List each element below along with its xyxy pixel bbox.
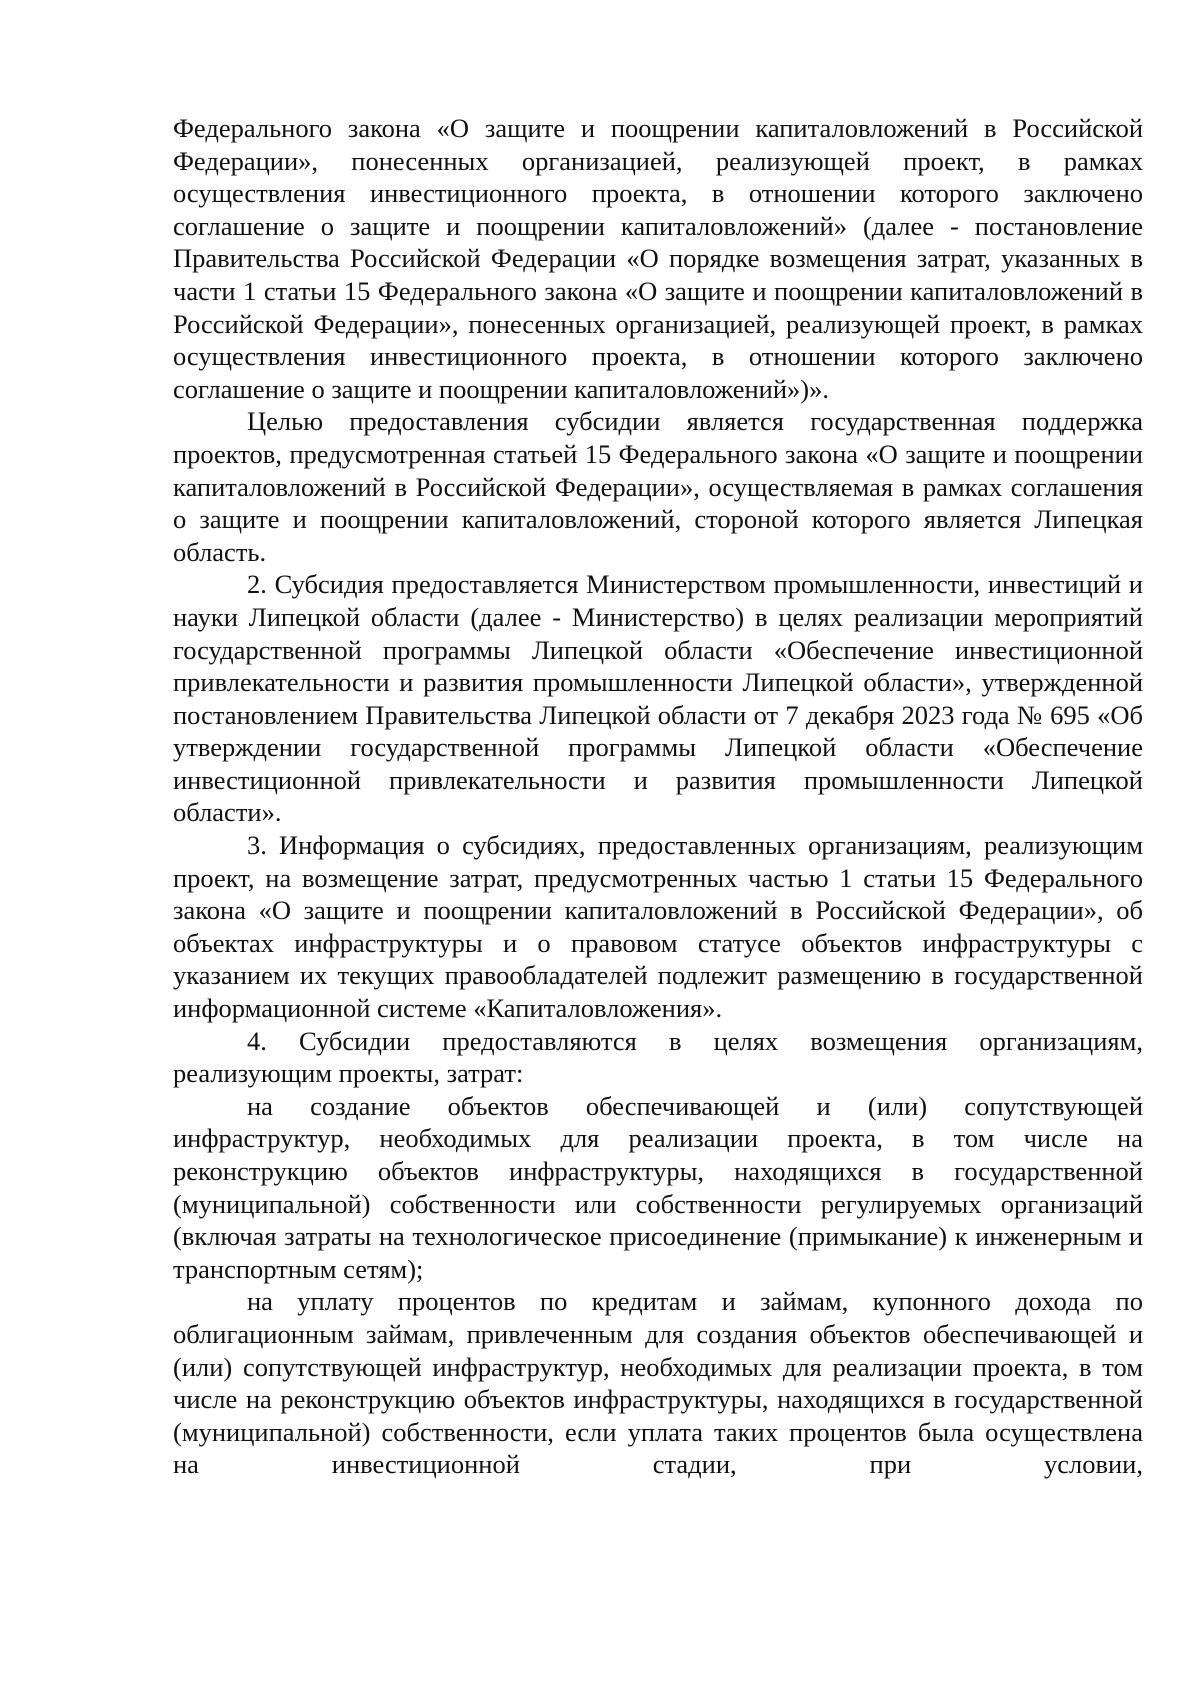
paragraph-infrastructure-costs: на создание объектов обеспечивающей и (или) сопутствующей инфраструктур, необходимых для реализации проекта, в том числе на реконструкцию объектов инфраструктуры, находящихся в государственной (муниципальной) собственности или собственности регулируемых организаций (включая затраты на технологическое присоединение (примыкание) к инженерным и транспортным сетям); — [173, 1090, 1143, 1284]
paragraph-2: Целью предоставления субсидии является государственная поддержка проектов, предусмотренная статьей 15 Федерального закона «О защите и поощрении капиталовложений в Российской Федерации», осуществляемая в рамках соглашения о защите и поощрении капиталовложений, стороной которого является Липецкая область. — [173, 406, 1143, 567]
paragraph-item-2: 2. Субсидия предоставляется Министерством промышленности, инвестиций и науки Липецкой области (далее - Министерство) в целях реализации мероприятий государственной программы Липецкой области «Обеспечение инвестиционной привлекательности и развития промышленности Липецкой области», утвержденной постановлением Правительства Липецкой области от 7 декабря 2023 года № 695 «Об утверждении государственной программы Липецкой области «Обеспечение инвестиционной привлекательности и развития промышленности Липецкой области». — [173, 569, 1143, 828]
paragraph-item-4: 4. Субсидии предоставляются в целях возмещения организациям, реализующим проекты, затрат: — [173, 1025, 1143, 1089]
paragraph-interest-costs: на уплату процентов по кредитам и займам, купонного дохода по облигационным займам, привлеченным для создания объектов обеспечивающей и (или) сопутствующей инфраструктур, необходимых для реализации проекта, в том числе на реконструкцию объектов инфраструктуры, находящихся в государственной (муниципальной) собственности, если уплата таких процентов была осуществлена на инвестиционной стадии, при условии, — [173, 1286, 1143, 1480]
paragraph-item-3: 3. Информация о субсидиях, предоставленных организациям, реализующим проект, на возмещение затрат, предусмотренных частью 1 статьи 15 Федерального закона «О защите и поощрении капиталовложений в Российской Федерации», об объектах инфраструктуры и о правовом статусе объектов инфраструктуры с указанием их текущих правообладателей подлежит размещению в государственной информационной системе «Капиталовложения». — [173, 830, 1143, 1024]
document-page — [173, 112, 1143, 1481]
paragraph-1: Федерального закона «О защите и поощрении капиталовложений в Российской Федерации», понесенных организацией, реализующей проект, в рамках осуществления инвестиционного проекта, в отношении которого заключено соглашение о защите и поощрении капиталовложений» (далее - постановление Правительства Российской Федерации «О порядке возмещения затрат, указанных в части 1 статьи 15 Федерального закона «О защите и поощрении капиталовложений в Российской Федерации», понесенных организацией, реализующей проект, в рамках осуществления инвестиционного проекта, в отношении которого заключено соглашение о защите и поощрении капиталовложений»)». — [173, 113, 1143, 404]
